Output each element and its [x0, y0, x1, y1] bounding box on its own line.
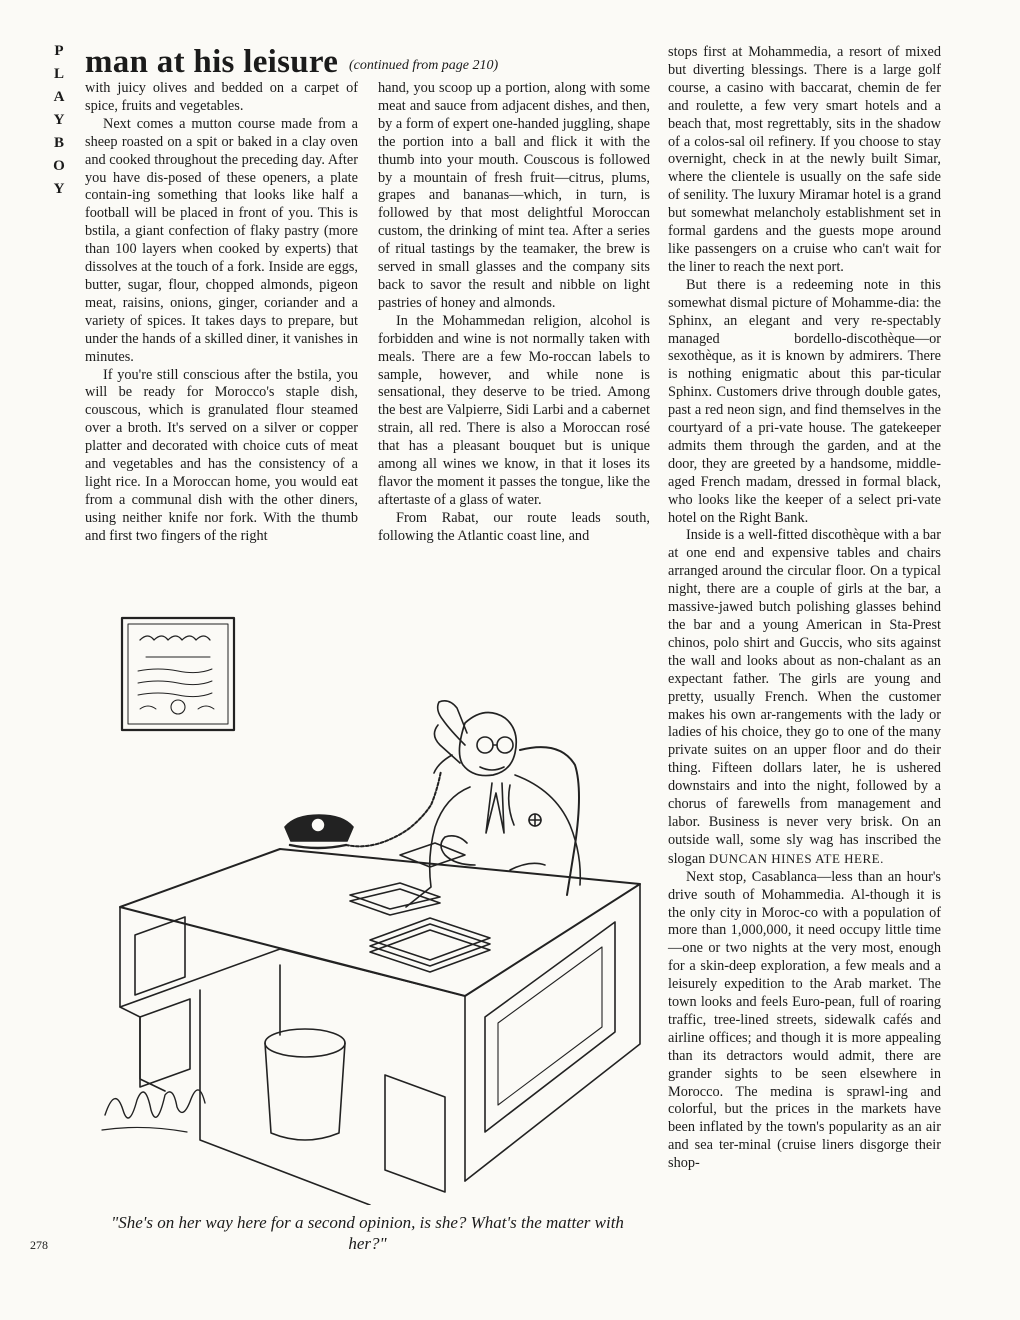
column-1 [85, 80, 358, 546]
paragraph: But there is a redeeming note in this somewhat dismal picture of Mohamme-dia: the Sphinx, an elegant and very re-spectably managed bordello-discothèque—or sexothèque, as it is known by admirers. There is nothing enigmatic about this par-ticular Sphinx. Customers drive through double gates, past a red neon sign, and find themselves in the courtyard of a pri-vate house. The gatekeeper admits them through the garden, and at the door, they are greeted by a handsome, middle-aged French madam, dressed in formal black, who looks like the keeper of a select pri-vate hotel on the Right Bank. [668, 276, 941, 526]
paragraph [668, 527, 941, 868]
article-title: man at his leisure [85, 44, 339, 80]
paragraph: with juicy olives and bedded on a carpet of spice, fruits and vegetables. [85, 80, 358, 114]
paragraph-text: Inside is a well-fitted discothèque with a bar at one end and expensive tables and chairs arranged around the circular floor. On a typical night, there are a couple of girls at the bar, a massive-jawed butch polishing glasses behind the bar and a young American in Sta-Prest chinos, polo shirt and Guccis, who sits against the wall and looks about as non-chalant as an expectant father. The girls are young and pretty, usually French. When the customer makes his own ar-rangements with the lady or ladies of his choice, they go to one of the many private suites on an upper floor and do their thing. Fifteen dollars later, he is ushered downstairs and into the night, followed by a chorus of farewells from management and labor. Business is never very brisk. On an outside wall, some sly wag has inscribed the slogan [668, 527, 941, 867]
cartoon-caption: "She's on her way here for a second opinion, is she? What's the matter with her?" [111, 1213, 624, 1253]
column-2 [378, 80, 650, 546]
paragraph: If you're still conscious after the bstila, you will be ready for Morocco's staple dish, couscous, which is granulated flour steamed over a broth. It's served on a silver or copper platter and decorated with choice cuts of meat and vegetables and has the consistency of a light rice. In a Moroccan home, you would eat from a communal dish with the other diners, using neither knife nor fork. With the thumb and first two fingers of the right [85, 366, 358, 544]
paragraph: Next comes a mutton course made from a sheep roasted on a spit or baked in a clay oven and cooked throughout the preceding day. After you have dis-posed of these openers, a plate contain-ing something that looks like half a football will be placed in front of you. This is bstila, a giant confection of flaky pastry (more than 100 layers when cooked by experts) that dissolves at the touch of a fork. Inside are eggs, butter, sugar, flour, chopped almonds, pigeon meat, raisins, onions, ginger, coriander and a variety of spices. It takes days to prepare, but under the hands of a skilled diner, it vanishes in minutes. [85, 115, 358, 365]
masthead-letter: Y [53, 112, 65, 128]
paragraph: From Rabat, our route leads south, following the Atlantic coast line, and [378, 509, 650, 544]
diploma-frame [122, 618, 234, 730]
masthead-letter: P [54, 43, 64, 59]
paragraph: hand, you scoop up a portion, along with some meat and sauce from adjacent dishes, and then, by a form of expert one-handed juggling, shape the portion into a ball and flick it with the thumb into your mouth. Couscous is followed by a mountain of fresh fruit—citrus, plums, grapes and bananas—which, in turn, is followed by that most delightful Moroccan custom, the drinking of mint tea. After a series of ritual tastings by the teamaker, the brew is served in small glasses and the company sits back to savor the result and nibble on light pastries of honey and almonds. [378, 80, 650, 311]
continued-note: (continued from page 210) [349, 58, 499, 73]
paragraph: In the Mohammedan religion, alcohol is forbidden and wine is not normally taken with meals. There are a few Mo-roccan labels to sample, however, and while none is sensational, they deserve to be tried. Among the best are Valpierre, Sidi Larbi and a cabernet strain, all red. There is also a Moroccan rosé that has a pleasant bouquet but is unique among all wines we know, in that it loses its flavor the moment it passes the tongue, like the aftertaste of a glass of water. [378, 312, 650, 508]
masthead-letter: A [53, 89, 65, 105]
paragraph: stops first at Mohammedia, a resort of mixed but diverting blessings. There is a large golf course, a casino with baccarat, chemin de fer and roulette, a few very smart hotels and a beach that, most regrettably, sits in the shadow of a colos-sal oil refinery. If you choose to stay overnight, check in at the newly built Simar, where the clientele is usually on the safe side of senility. The luxury Miramar hotel is a grand but somewhat melancholy establishment set in formal gardens and the guests mope around like passengers on a cruise who can't wait for the liner to reach the next port. [668, 44, 941, 275]
slogan: DUNCAN HINES ATE HERE. [708, 850, 884, 866]
cartoon-drawing [80, 605, 655, 1205]
masthead-letter: L [53, 66, 64, 82]
masthead-letter: B [53, 135, 64, 151]
paragraph: Next stop, Casablanca—less than an hour's drive south of Mohammedia. Al-though it is the only city in Moroc-co with a population of more than 1,000,000, it need occupy little time—one or two nights at the very most, enough for a skin-deep exploration, a few meals and a leisurely expedition to the Arab market. The town looks and feels Euro-pean, full of roaring traffic, tree-lined streets, sidewalk cafés and airline offices; and though it is more appealing than its detractors would admit, there are grander sights to be seen elsewhere in Morocco. The medina is sprawl-ing and colorful, but the prices in the markets have been inflated by the town's popularity as an air and sea ter-minal (cruise liners disgorge their shop- [668, 868, 941, 1172]
masthead-letter: Y [53, 181, 65, 197]
masthead-letter: O [53, 158, 65, 174]
page-number: 278 [30, 1238, 48, 1252]
column-3 [668, 44, 941, 1173]
cartoon-illustration [80, 605, 655, 1205]
masthead [48, 40, 70, 201]
